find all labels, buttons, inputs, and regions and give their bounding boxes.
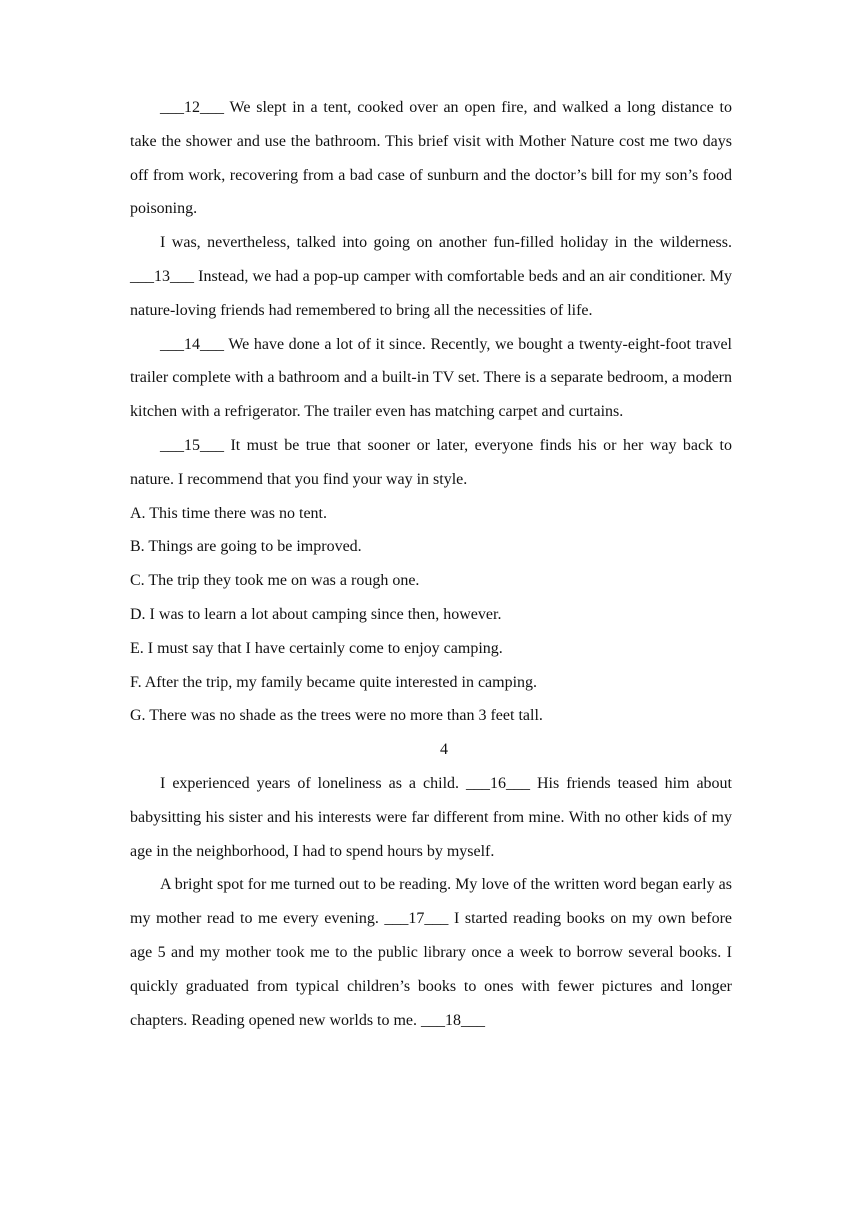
paragraph-q15: ___15___ It must be true that sooner or later, everyone finds his or her way back to nature. I recommend that you find your way in style. xyxy=(130,436,732,488)
option-g: G. There was no shade as the trees were no more than 3 feet tall. xyxy=(130,707,543,725)
option-e: E. I must say that I have certainly come to enjoy camping. xyxy=(130,639,503,657)
option-a: A. This time there was no tent. xyxy=(130,504,327,522)
paragraph-q12: ___12___ We slept in a tent, cooked over an open fire, and walked a long distance to take the shower and use the bathroom. This brief visit with Mother Nature cost me two days off from work, recovering from a bad case of sunburn and the doctor’s bill for my son’s food poisoning. xyxy=(130,99,732,218)
paragraph-q13: I was, nevertheless, talked into going on another fun-filled holiday in the wilderness. ___13___ Instead, we had a pop-up camper with comfortable beds and an air conditioner. My nature-loving friends had remembered to bring all the necessities of life. xyxy=(130,234,732,319)
passage-number: 4 xyxy=(440,741,448,759)
option-c: C. The trip they took me on was a rough one. xyxy=(130,572,420,590)
option-d: D. I was to learn a lot about camping since then, however. xyxy=(130,605,502,623)
paragraph-q16: I experienced years of loneliness as a child. ___16___ His friends teased him about babysitting his sister and his interests were far different from mine. With no other kids of my age in the neighborhood, I had to spend hours by myself. xyxy=(130,774,732,860)
paragraph-q17-q18: A bright spot for me turned out to be reading. My love of the written word began early as my mother read to me every evening. ___17___ I started reading books on my own before age 5 and my mother took me to the public library once a week to borrow several books. I quickly graduated from typical children’s books to ones with fewer pictures and longer chapters. Reading opened new worlds to me. ___18___ xyxy=(130,876,732,1029)
answer-options xyxy=(130,497,732,734)
document-page xyxy=(130,91,732,1037)
option-f: F. After the trip, my family became quite interested in camping. xyxy=(130,673,538,691)
option-b: B. Things are going to be improved. xyxy=(130,538,362,556)
paragraph-q14: ___14___ We have done a lot of it since. Recently, we bought a twenty-eight-foot travel trailer complete with a bathroom and a built-in TV set. There is a separate bedroom, a modern kitchen with a refrigerator. The trailer even has matching carpet and curtains. xyxy=(130,335,732,421)
